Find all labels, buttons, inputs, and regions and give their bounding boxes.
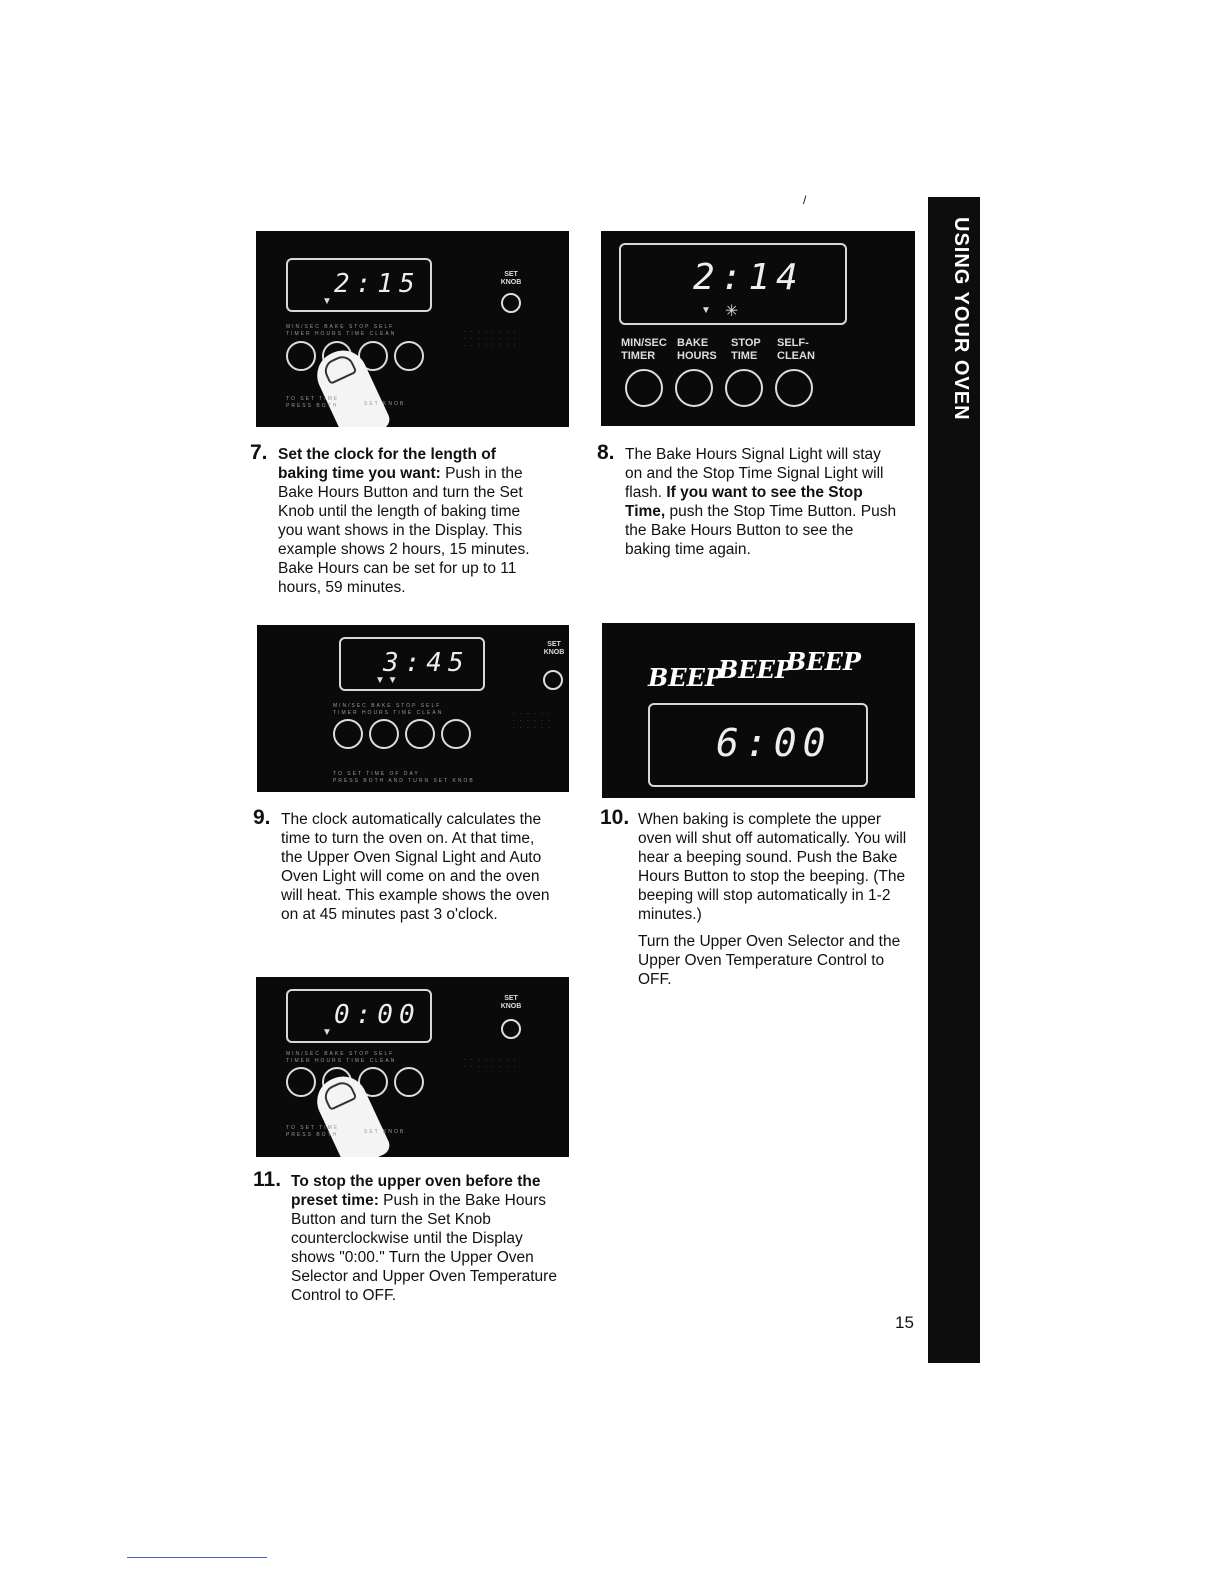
button-labels-faint: MIN/SEC BAKE STOP SELF TIMER HOURS TIME CLEAN bbox=[286, 1051, 397, 1064]
step-text: The clock automatically calculates the time to turn the oven on. At that time, the Upper Oven Signal Light and Auto Oven Light will come on and the oven will heat. This example shows the oven on at 45 minutes past 3 o'clock. bbox=[281, 811, 550, 923]
step-10 bbox=[600, 806, 910, 989]
clock-display bbox=[648, 703, 868, 787]
step-8 bbox=[597, 441, 900, 559]
control-panel-step7 bbox=[256, 231, 569, 427]
set-time-faint: TO SET TIME OF DAY PRESS BOTH AND TURN SET KNOB bbox=[333, 771, 475, 784]
set-knob[interactable] bbox=[501, 293, 521, 313]
button-labels-faint: MIN/SEC BAKE STOP SELF TIMER HOURS TIME CLEAN bbox=[286, 324, 397, 337]
self-clean-button[interactable] bbox=[394, 1067, 424, 1097]
step-text-b: Turn the Upper Oven Selector and the Upper Oven Temperature Control to OFF. bbox=[638, 933, 901, 988]
step-number: 11. bbox=[253, 1168, 282, 1191]
set-knob[interactable] bbox=[501, 1019, 521, 1039]
beep-text-2: BEEP bbox=[718, 655, 793, 684]
beep-text-3: BEEP bbox=[786, 647, 861, 676]
clock-display bbox=[286, 989, 432, 1043]
step-heading: To stop the upper oven before the preset time: bbox=[291, 1173, 541, 1209]
panel-instructions-faint: · · · · · · · · · · · · · · · · bbox=[464, 1057, 518, 1070]
display-digits: 0:00 bbox=[334, 1000, 421, 1030]
set-knob-faint: SET KNOB bbox=[364, 1129, 406, 1135]
display-digits: 3:45 bbox=[383, 648, 470, 678]
step-number: 7. bbox=[250, 441, 268, 464]
bake-hours-button[interactable] bbox=[369, 719, 399, 749]
clock-display bbox=[286, 258, 432, 312]
step-11 bbox=[253, 1168, 559, 1305]
set-knob-label: SET KNOB bbox=[500, 271, 522, 286]
min-sec-timer-button[interactable] bbox=[333, 719, 363, 749]
self-clean-button[interactable] bbox=[775, 369, 813, 407]
control-buttons bbox=[625, 369, 813, 407]
set-knob-faint: SET KNOB bbox=[364, 401, 406, 407]
clock-display bbox=[619, 243, 847, 325]
panel-instructions-faint: · · · · · · · · · · · · · · · · · · bbox=[513, 711, 552, 731]
control-panel-step9 bbox=[257, 625, 569, 792]
panel-instructions-faint: · · · · · · · · · · · · · · · · · · · · · · · · bbox=[464, 329, 518, 349]
bake-hours-button[interactable] bbox=[675, 369, 713, 407]
set-knob-label: SET KNOB bbox=[543, 641, 565, 656]
page-number: 15 bbox=[895, 1313, 914, 1332]
beep-text-1: BEEP bbox=[648, 663, 723, 692]
stop-time-button[interactable] bbox=[725, 369, 763, 407]
display-digits: 6:00 bbox=[716, 721, 832, 765]
self-clean-button[interactable] bbox=[441, 719, 471, 749]
display-digits: 2:14 bbox=[693, 257, 804, 298]
section-sidebar bbox=[928, 197, 980, 1363]
step-7 bbox=[250, 441, 548, 597]
label-self-clean: SELF-CLEAN bbox=[777, 337, 815, 362]
set-knob-label: SET KNOB bbox=[500, 995, 522, 1010]
min-sec-timer-button[interactable] bbox=[625, 369, 663, 407]
set-knob[interactable] bbox=[543, 670, 563, 690]
control-buttons bbox=[333, 719, 471, 749]
clock-display bbox=[339, 637, 485, 691]
min-sec-timer-button[interactable] bbox=[286, 1067, 316, 1097]
step-text: The Bake Hours Signal Light will stay on and the Stop Time Signal Light will flash. bbox=[625, 446, 884, 501]
control-panel-step11 bbox=[256, 977, 569, 1157]
indicator-triangle: ▼ bbox=[701, 305, 711, 316]
control-panel-step8 bbox=[601, 231, 915, 426]
step-number: 8. bbox=[597, 441, 615, 464]
control-panel-step10 bbox=[602, 623, 915, 798]
min-sec-timer-button[interactable] bbox=[286, 341, 316, 371]
indicator-triangle: ▼ bbox=[322, 296, 332, 307]
step-text-2: push the Stop Time Button. Push the Bake Hours Button to see the baking time again. bbox=[625, 503, 897, 558]
step-heading: Set the clock for the length of baking time you want: bbox=[278, 446, 496, 482]
label-bake-hours: BAKE HOURS bbox=[677, 337, 717, 362]
set-time-faint: TO SET TIME PRESS BOTH bbox=[286, 396, 340, 409]
stop-time-button[interactable] bbox=[405, 719, 435, 749]
self-clean-button[interactable] bbox=[394, 341, 424, 371]
label-stop-time: STOP TIME bbox=[731, 337, 761, 362]
step-text: When baking is complete the upper oven will shut off automatically. You will hear a beeping sound. Push the Bake Hours Button to stop the beeping. (The beeping will stop automatically in 1-2 minutes.) bbox=[638, 811, 907, 923]
indicator-triangle: ▼ bbox=[322, 1027, 332, 1038]
step-9 bbox=[253, 806, 553, 924]
footer-rule bbox=[127, 1557, 267, 1558]
display-digits: 2:15 bbox=[334, 269, 421, 299]
step-bold: If you want to see the Stop Time, bbox=[625, 484, 863, 520]
indicator-triangles: ▼ ▼ bbox=[375, 675, 398, 686]
step-text: Push in the Bake Hours Button and turn the Set Knob counterclockwise until the Display shows "0:00." Turn the Upper Oven Selector and Upper Oven Temperature Control to OFF. bbox=[291, 1192, 557, 1304]
step-text: Push in the Bake Hours Button and turn the Set Knob until the length of baking time you want shows in the Display. This example shows 2 hours, 15 minutes. Bake Hours can be set for up to 11 hours, 59 minutes. bbox=[278, 465, 530, 596]
set-time-faint: TO SET TIME PRESS BOTH bbox=[286, 1125, 340, 1138]
flashing-light-icon: ✳ bbox=[725, 303, 739, 320]
label-min-sec-timer: MIN/SEC TIMER bbox=[621, 337, 667, 362]
button-labels-faint: MIN/SEC BAKE STOP SELF TIMER HOURS TIME CLEAN bbox=[333, 703, 444, 716]
step-number: 9. bbox=[253, 806, 271, 829]
step-number: 10. bbox=[600, 806, 630, 829]
stray-mark: / bbox=[803, 193, 807, 207]
section-title: USING YOUR OVEN bbox=[950, 217, 972, 421]
